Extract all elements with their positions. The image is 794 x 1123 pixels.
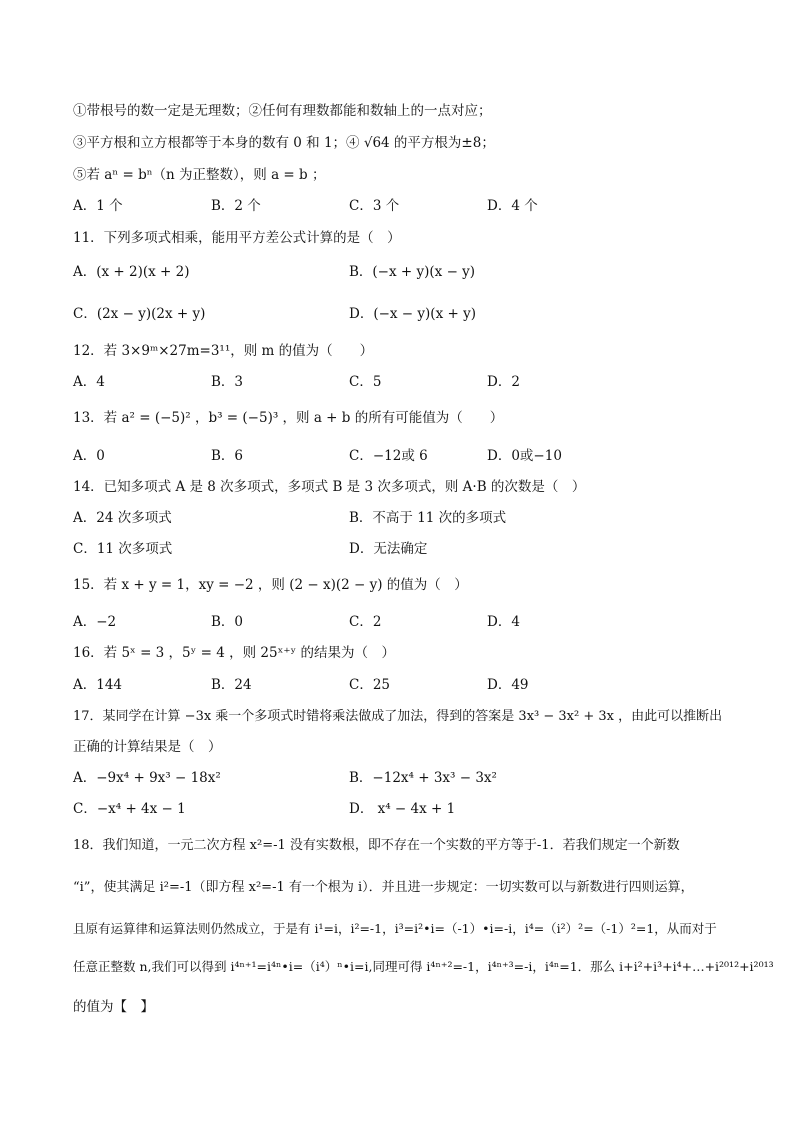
question-11-stem: 11．下列多项式相乘，能用平方差公式计算的是（ ） xyxy=(73,230,401,246)
q15-option-d: D．4 xyxy=(487,614,520,630)
statement-line-2: ③平方根和立方根都等于本身的数有 0 和 1；④ √64 的平方根为±8； xyxy=(73,135,495,151)
q16-option-c: C．25 xyxy=(349,677,391,693)
option-c: C．3 个 xyxy=(349,198,400,214)
q12-option-c: C．5 xyxy=(349,374,382,390)
question-16-stem: 16．若 5ˣ = 3 ，5ʸ = 4 ，则 25ˣ⁺ʸ 的结果为（ ） xyxy=(73,645,395,661)
q13-option-b: B．6 xyxy=(211,448,244,464)
question-13-stem: 13．若 a² = (−5)² ，b³ = (−5)³ ，则 a + b 的所有可能值为（ ） xyxy=(73,410,504,426)
q11-option-b: B．(−x + y)(x − y) xyxy=(349,264,476,280)
q11-option-d: D．(−x − y)(x + y) xyxy=(349,306,476,322)
q13-option-c: C．−12或 6 xyxy=(349,448,428,464)
q17-option-c: C．−x⁴ + 4x − 1 xyxy=(73,801,186,817)
q11-option-a: A．(x + 2)(x + 2) xyxy=(73,264,190,280)
question-15-stem: 15．若 x + y = 1，xy = −2 ，则 (2 − x)(2 − y) 的值为（ ） xyxy=(73,577,468,593)
question-14-stem: 14．已知多项式 A 是 8 次多项式，多项式 B 是 3 次多项式，则 A·B 的次数是（ ） xyxy=(73,479,586,495)
q13-option-a: A．0 xyxy=(73,448,105,464)
option-b: B．2 个 xyxy=(211,198,261,214)
q14-option-c: C．11 次多项式 xyxy=(73,541,173,557)
q17-option-d: D． x⁴ − 4x + 1 xyxy=(349,801,456,817)
q17-option-b: B．−12x⁴ + 3x³ − 3x² xyxy=(349,770,497,786)
q15-option-a: A．−2 xyxy=(73,614,117,630)
q14-option-d: D．无法确定 xyxy=(349,541,428,557)
q13-option-d: D．0或−10 xyxy=(487,448,562,464)
option-a: A．1 个 xyxy=(73,198,123,214)
option-d: D．4 个 xyxy=(487,198,538,214)
q11-option-c: C．(2x − y)(2x + y) xyxy=(73,306,206,322)
q14-option-a: A．24 次多项式 xyxy=(73,510,172,526)
q16-option-b: B．24 xyxy=(211,677,252,693)
statement-line-3: ⑤若 aⁿ = bⁿ（n 为正整数），则 a = b ； xyxy=(73,167,326,183)
q16-option-d: D．49 xyxy=(487,677,529,693)
q17-option-a: A．−9x⁴ + 9x³ − 18x² xyxy=(73,770,221,786)
q12-option-b: B．3 xyxy=(211,374,244,390)
q16-option-a: A．144 xyxy=(73,677,123,693)
q14-option-b: B．不高于 11 次的多项式 xyxy=(349,510,507,526)
question-17-stem-line-2: 正确的计算结果是（ ） xyxy=(73,739,222,755)
q12-option-d: D．2 xyxy=(487,374,520,390)
statement-line-1: ①带根号的数一定是无理数；②任何有理数都能和数轴上的一点对应； xyxy=(73,103,492,119)
question-17-stem-line-1: 17．某同学在计算 −3x 乘一个多项式时错将乘法做成了加法，得到的答案是 3x³ − 3x² + 3x ，由此可以推断出 xyxy=(73,709,723,724)
question-18-line-2: “i”，使其满足 i²=-1（即方程 x²=-1 有一个根为 i）．并且进一步规定：一切实数可以与新数进行四则运算， xyxy=(73,880,694,895)
question-18-line-5: 的值为【 】 xyxy=(73,999,154,1015)
question-12-stem: 12．若 3×9ᵐ×27m=3¹¹，则 m 的值为（ ） xyxy=(73,343,374,359)
q15-option-b: B．0 xyxy=(211,614,244,630)
question-18-line-4: 任意正整数 n,我们可以得到 i⁴ⁿ⁺¹=i⁴ⁿ•i=（i⁴）ⁿ•i=i,同理可得 i⁴ⁿ⁺²=-1，i⁴ⁿ⁺³=-i，i⁴ⁿ=1．那么 i+i²+i³+i⁴+…+i²⁰¹²+i²⁰¹³ xyxy=(73,959,774,974)
q15-option-c: C．2 xyxy=(349,614,382,630)
question-18-line-1: 18．我们知道，一元二次方程 x²=-1 没有实数根，即不存在一个实数的平方等于-1．若我们规定一个新数 xyxy=(73,838,680,853)
q12-option-a: A．4 xyxy=(73,374,105,390)
question-18-line-3: 且原有运算律和运算法则仍然成立，于是有 i¹=i，i²=-1，i³=i²•i=（-1）•i=-i，i⁴=（i²）²=（-1）²=1，从而对于 xyxy=(73,921,717,936)
